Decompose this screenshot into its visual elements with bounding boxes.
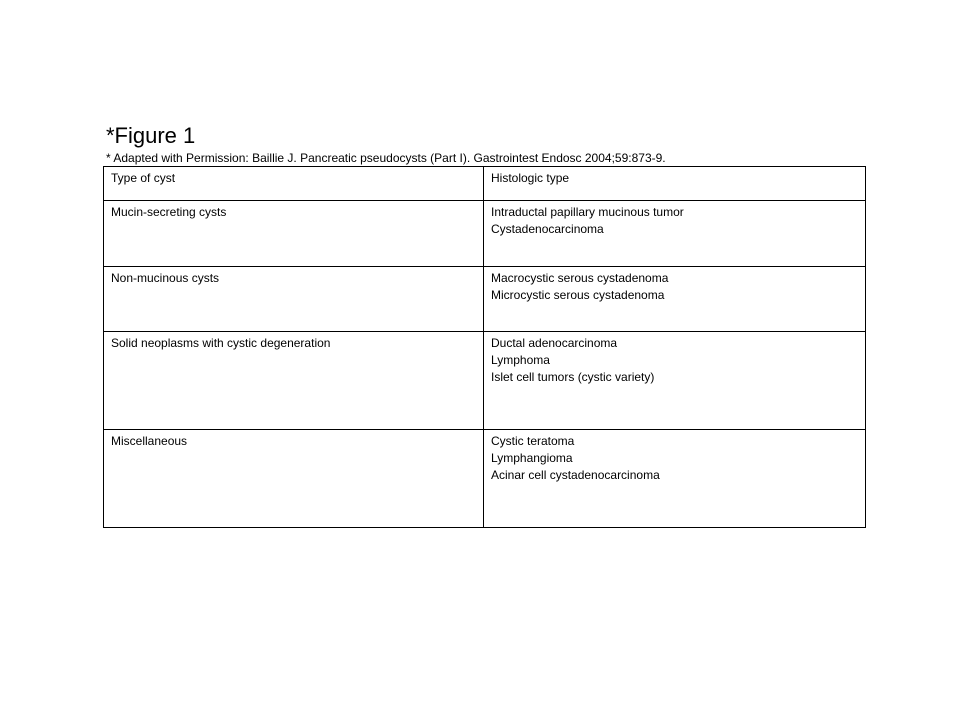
table-row <box>104 201 866 267</box>
histologic-item: Microcystic serous cystadenoma <box>491 288 665 302</box>
cyst-classification-table <box>103 166 866 528</box>
histologic-type-cell <box>484 332 866 430</box>
table-row <box>104 267 866 332</box>
histologic-item: Acinar cell cystadenocarcinoma <box>491 468 660 482</box>
figure-title: *Figure 1 <box>106 123 196 148</box>
histologic-item: Lymphangioma <box>491 451 573 465</box>
histologic-item: Lymphoma <box>491 353 550 367</box>
table-row <box>104 332 866 430</box>
histologic-item: Cystic teratoma <box>491 434 575 448</box>
cyst-type-cell: Solid neoplasms with cystic degeneration <box>104 332 484 430</box>
histologic-type-cell <box>484 201 866 267</box>
cyst-type-cell: Non-mucinous cysts <box>104 267 484 332</box>
table-row <box>104 430 866 528</box>
header-histologic-type: Histologic type <box>484 167 866 201</box>
histologic-item: Islet cell tumors (cystic variety) <box>491 370 655 384</box>
histologic-type-cell <box>484 267 866 332</box>
histologic-item: Cystadenocarcinoma <box>491 222 604 236</box>
histologic-item: Ductal adenocarcinoma <box>491 336 618 350</box>
histologic-item: Intraductal papillary mucinous tumor <box>491 205 684 219</box>
cyst-type-cell: Miscellaneous <box>104 430 484 528</box>
table-header-row <box>104 167 866 201</box>
histologic-item: Macrocystic serous cystadenoma <box>491 271 669 285</box>
header-type-of-cyst: Type of cyst <box>104 167 484 201</box>
figure-attribution: * Adapted with Permission: Baillie J. Pancreatic pseudocysts (Part I). Gastrointest Endosc 2004;59:873-9. <box>106 151 666 165</box>
cyst-type-cell: Mucin-secreting cysts <box>104 201 484 267</box>
histologic-type-cell <box>484 430 866 528</box>
